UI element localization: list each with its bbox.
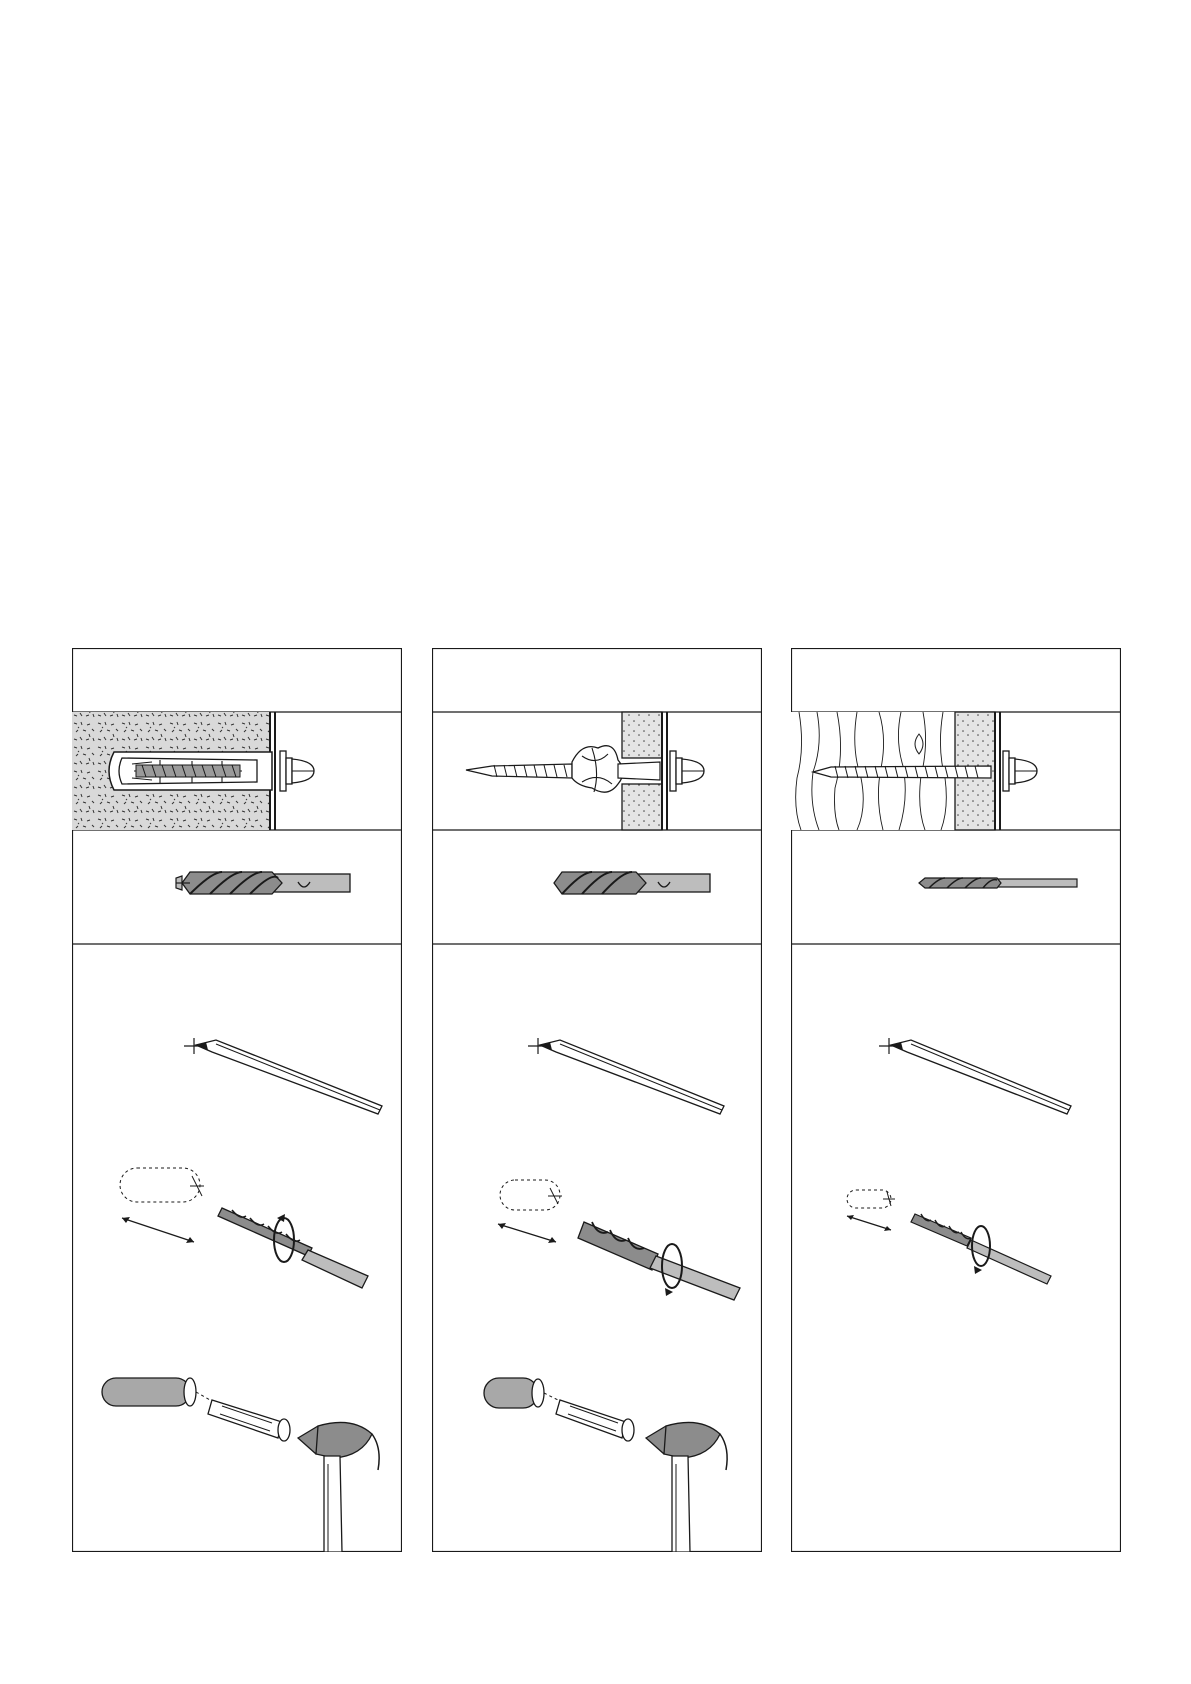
panel-plasterboard-drawing bbox=[432, 648, 762, 1552]
pencil-mark-icon bbox=[879, 1038, 1071, 1114]
masonry-drill-bit-icon bbox=[176, 872, 350, 894]
panel-wood bbox=[791, 648, 1121, 1552]
panel-concrete bbox=[72, 648, 402, 1552]
panel-wood-drawing bbox=[791, 648, 1121, 1552]
insert-plug-icon bbox=[102, 1378, 290, 1441]
wood-drill-bit-icon bbox=[919, 878, 1077, 888]
hammer-icon bbox=[646, 1422, 727, 1552]
plasterboard-wall-section bbox=[466, 712, 704, 830]
insert-plug-icon bbox=[484, 1378, 634, 1441]
pencil-mark-icon bbox=[184, 1038, 382, 1114]
drill-icon bbox=[578, 1222, 740, 1300]
wood-wall-section bbox=[791, 712, 1037, 830]
hammer-icon bbox=[298, 1422, 379, 1552]
panel-plasterboard bbox=[432, 648, 762, 1552]
drill-hole-icon bbox=[498, 1180, 562, 1243]
masonry-drill-bit-icon bbox=[554, 872, 710, 894]
drill-icon bbox=[911, 1214, 1051, 1284]
pencil-mark-icon bbox=[528, 1038, 724, 1114]
drill-icon bbox=[218, 1208, 368, 1288]
concrete-wall-section bbox=[72, 712, 314, 830]
drill-hole-icon bbox=[847, 1190, 895, 1231]
panel-concrete-drawing bbox=[72, 648, 402, 1552]
drill-hole-icon bbox=[120, 1168, 204, 1243]
